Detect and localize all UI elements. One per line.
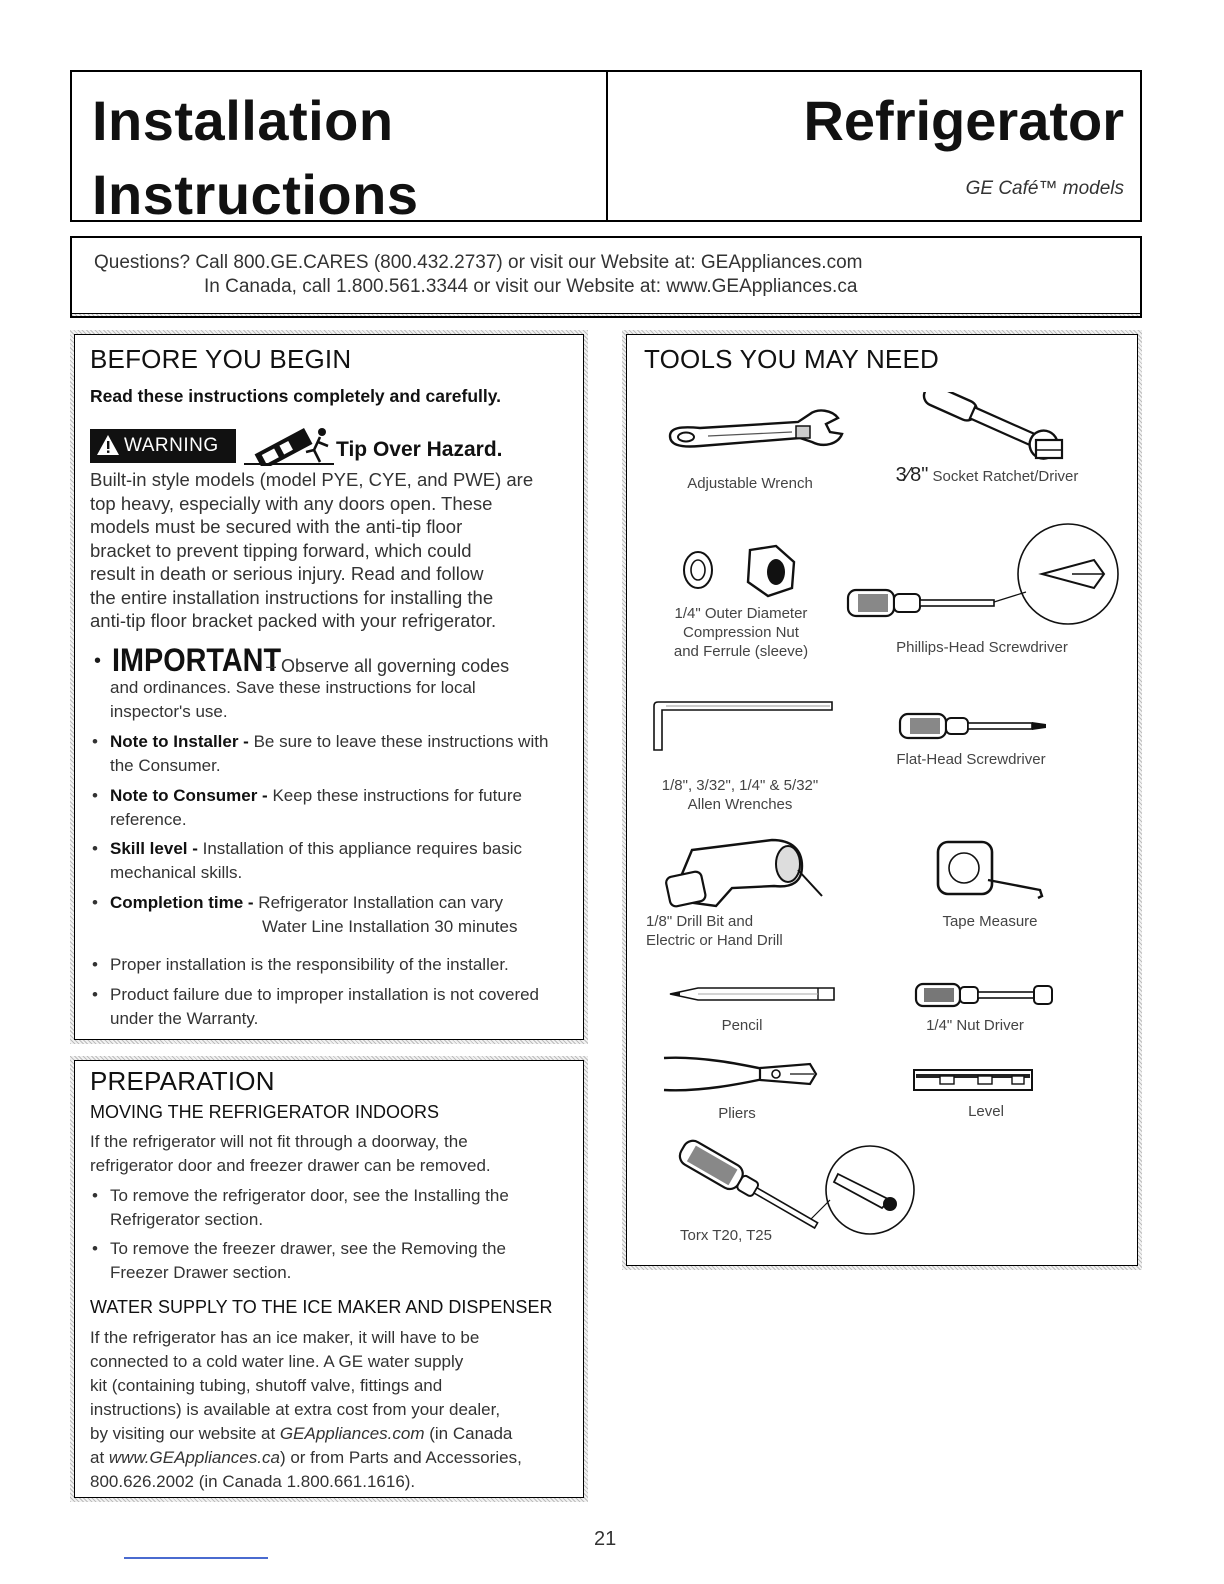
page-number: 21 bbox=[594, 1528, 617, 1550]
tool-label-socket-ratchet: 3⁄8" Socket Ratchet/Driver bbox=[895, 464, 1079, 486]
important-cont: and ordinances. Save these instructions for local inspector's use. bbox=[110, 678, 476, 721]
nut-driver-icon bbox=[914, 982, 1056, 1013]
moving-text: If the refrigerator will not fit through a doorway, the refrigerator door and freezer drawer can be removed. bbox=[90, 1132, 491, 1175]
bullet-remove-door: • To remove the refrigerator door, see the Installing the Refrigerator section. bbox=[88, 1184, 578, 1232]
tool-label-level: Level bbox=[968, 1103, 1004, 1120]
tip-over-icon bbox=[244, 420, 334, 471]
bullet-completion-time: • Completion time - Refrigerator Installation can vary Water Line Installation 30 minutes bbox=[88, 891, 578, 939]
important-label: IMPORTANT bbox=[112, 642, 282, 678]
phillips-screwdriver-icon bbox=[846, 522, 1122, 641]
adjustable-wrench-icon bbox=[660, 400, 844, 465]
compression-nut-icon bbox=[676, 540, 806, 605]
tool-label-allen: 1/8", 3/32", 1/4" & 5/32" Allen Wrenches bbox=[661, 777, 819, 813]
drill-icon bbox=[652, 830, 832, 915]
tool-label-pencil: Pencil bbox=[721, 1017, 763, 1034]
ge-canada-website-link[interactable]: www.GEAppliances.ca bbox=[108, 1448, 280, 1467]
moving-heading: MOVING THE REFRIGERATOR INDOORS bbox=[90, 1102, 440, 1122]
tools-title: TOOLS YOU MAY NEED bbox=[644, 344, 939, 374]
tool-label-tape: Tape Measure bbox=[942, 913, 1038, 930]
tool-label-phillips: Phillips-Head Screwdriver bbox=[896, 639, 1068, 656]
product-subtitle: GE Café™ models bbox=[965, 178, 1124, 199]
warning-text: Built-in style models (model PYE, CYE, and PWE) are top heavy, especially with any doors open. These models must be secured with the anti-tip floor bracket to prevent tipping forward, which could result in death or serious injury. Read and follow the entire installation instructions for installing the anti-tip floor bracket packed with your refrigerator. bbox=[90, 469, 534, 631]
important-text: – Observe all governing codes bbox=[266, 656, 510, 676]
footer-rule bbox=[124, 1557, 268, 1559]
tool-label-flat: Flat-Head Screwdriver bbox=[896, 751, 1046, 768]
pliers-icon bbox=[660, 1050, 820, 1103]
water-heading: WATER SUPPLY TO THE ICE MAKER AND DISPENSER bbox=[90, 1297, 553, 1317]
tool-label-pliers: Pliers bbox=[718, 1105, 756, 1122]
level-icon bbox=[912, 1068, 1034, 1097]
tool-label-nut-driver: 1/4" Nut Driver bbox=[926, 1017, 1024, 1034]
tape-measure-icon bbox=[934, 836, 1046, 907]
before-title: BEFORE YOU BEGIN bbox=[90, 344, 352, 374]
before-subtitle: Read these instructions completely and carefully. bbox=[90, 386, 502, 406]
allen-wrench-icon bbox=[652, 700, 836, 757]
tool-label-drill: 1/8" Drill Bit and Electric or Hand Drill bbox=[646, 913, 783, 949]
bullet-skill-level: • Skill level - Installation of this appliance requires basic mechanical skills. bbox=[88, 837, 578, 885]
bullet-product-failure: • Product failure due to improper installation is not covered under the Warranty. bbox=[88, 983, 578, 1031]
ge-website-link[interactable]: GEAppliances.com bbox=[279, 1424, 425, 1443]
bullet-note-installer: • Note to Installer - Be sure to leave these instructions with the Consumer. bbox=[88, 730, 578, 778]
bullet-remove-drawer: • To remove the freezer drawer, see the Removing the Freezer Drawer section. bbox=[88, 1237, 578, 1285]
bullet-note-consumer: • Note to Consumer - Keep these instructions for future reference. bbox=[88, 784, 578, 832]
product-name: Refrigerator bbox=[803, 89, 1124, 152]
bullet-proper-installation: • Proper installation is the responsibility of the installer. bbox=[88, 953, 578, 977]
flat-screwdriver-icon bbox=[898, 710, 1048, 747]
tool-label-compression-nut: 1/4" Outer Diameter Compression Nut and Ferrule (sleeve) bbox=[673, 605, 809, 660]
socket-ratchet-icon bbox=[908, 392, 1078, 469]
contact-canada: In Canada, call 1.800.561.3344 or visit our Website at: www.GEAppliances.ca bbox=[204, 276, 858, 297]
tool-label-torx: Torx T20, T25 bbox=[680, 1227, 772, 1244]
pencil-icon bbox=[668, 983, 838, 1010]
contact-us: Questions? Call 800.GE.CARES (800.432.2737) or visit our Website at: GEAppliances.com bbox=[94, 252, 863, 273]
warning-triangle-icon bbox=[96, 434, 120, 468]
header-divider bbox=[606, 72, 608, 220]
document-title: Installation Instructions bbox=[92, 89, 419, 226]
warning-badge: WARNING bbox=[90, 429, 236, 463]
hazard-heading: Tip Over Hazard. bbox=[336, 438, 503, 461]
tool-label-adjustable-wrench: Adjustable Wrench bbox=[687, 475, 813, 492]
water-text: If the refrigerator has an ice maker, it will have to be connected to a cold water line. A GE water supply kit (containing tubing, shutoff valve, fittings and instructions) is available at extra cost from your dealer, by visiting our website at GEAppliances.com (in Canada at www.GEAppliances.ca) or from Parts and Accessories, 800.626.2002 (in Canada 1.800.661.1616). bbox=[90, 1328, 522, 1491]
prep-title: PREPARATION bbox=[90, 1066, 275, 1096]
